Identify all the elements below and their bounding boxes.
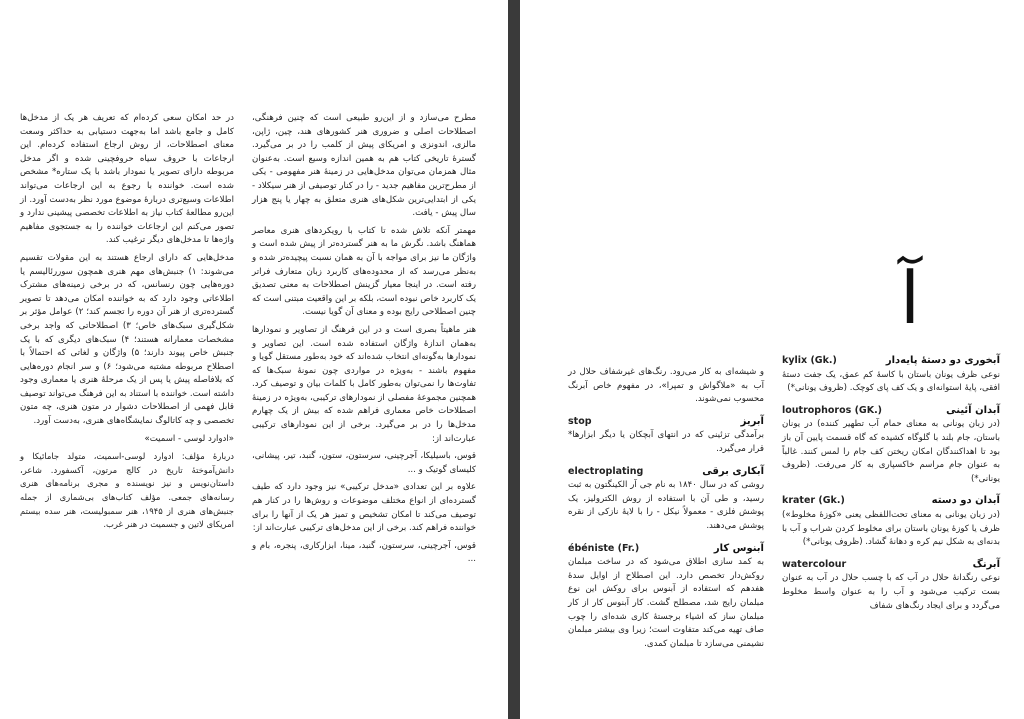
entry-heading bbox=[782, 404, 1000, 418]
paragraph: «ادوارد لوسی - اسمیت» bbox=[144, 433, 234, 444]
glossary-entry bbox=[568, 366, 764, 407]
entry-heading bbox=[568, 415, 764, 429]
paragraph: مطرح می‌سازد و از این‌رو طبیعی است که چنین فرهنگی، اصطلاحات اصلی و ضروری هنر کشورهای هند، چین، ژاپن، مالزی، اندونزی و امریکای پیش از کلمب را در بر می‌گیرد. گسترهٔ تاریخی کتاب هم به همین اندازه وسیع است. به‌عنوان مثال همزمان می‌توان مدخل‌هایی در زمینهٔ هنر مفهومی - یکی از مطرح‌ترین مفاهیم جدید - را در کنار توصیفی از هنر سیکلاد - یکی از ابتدایی‌ترین شکل‌های هنری متعلق به چهار یا پنج هزار سال پیش - یافت. bbox=[252, 113, 476, 219]
left-page-right-column bbox=[252, 112, 476, 571]
entry-latin-term: krater (Gk.) bbox=[782, 495, 845, 507]
entry-definition: (در زبان یونانی به معنای تحت‌اللفظی یعنی «کوزهٔ مخلوط») ظرف یا کوزهٔ یونان باستان برای مخلوط کردن شراب و آب با بدنه‌ای به شکل نیم کره و دهانهٔ گشاد. (ظروف یونانی*) bbox=[782, 509, 1000, 548]
entry-latin-term: ébéniste (Fr.) bbox=[568, 542, 640, 554]
entry-term: آبریز bbox=[740, 415, 764, 427]
entry-heading bbox=[568, 465, 764, 479]
glossary-entry bbox=[782, 558, 1000, 613]
entry-definition: نوعی ظرف یونان باستان با کاسهٔ کم عمق، یک جفت دستهٔ افقی، پایهٔ استوانه‌ای و یک کف پای کوچک. (ظروف یونانی*) bbox=[782, 369, 1000, 394]
entry-term: آبدان آئینی bbox=[946, 404, 1000, 416]
paragraph: مدخل‌هایی که دارای ارجاع هستند به این مقولات تقسیم می‌شوند: ۱) جنبش‌های مهم هنری همچون سوررئالیسم یا دوره‌هایی چون رنسانس، که در برخی زمینه‌های مشترک اطلاعاتی وجود دارد که به خواننده امکان می‌دهد تا تصویر گسترده‌تری از هنر آن دوره را تجسم کند؛ ۲) عوامل مؤثر بر شکل‌گیری سبک‌های خاص؛ ۳) اصطلاحاتی که واجد برخی مشخصات معمارانه هستند؛ ۴) سبک‌های دیگری که با یک جنبش خاص پیوند دارند؛ ۵) واژگان و لغاتی که احتمالاً با اصطلاح مربوطه مشتبه می‌شود؛ ۶) و سر انجام دوره‌هایی که بلافاصله پیش یا پس از یک مرحلهٔ هنری یا معماری وجود داشته است. خواننده با استناد به این فرهنگ می‌تواند توصیف قابل فهمی از اصطلاحات دشوار در متون هنری، چه متون تخصصی و چه کاتالوگ نمایشگاه‌های هنری، به‌دست آورد. bbox=[20, 252, 235, 427]
entry-latin-term: watercolour bbox=[782, 558, 847, 570]
glossary-entry bbox=[568, 465, 764, 534]
entry-heading bbox=[782, 494, 1000, 508]
glossary-entry bbox=[568, 542, 764, 652]
entry-heading bbox=[568, 542, 764, 556]
entry-definition: برآمدگی تزئینی که در انتهای آبچکان یا دیگر ابزارها* قرار می‌گیرد. bbox=[568, 430, 764, 454]
entry-definition: روشی که در سال ۱۸۴۰ به نام جی آر الکینگتون به ثبت رسید، و طی آن با استفاده از روش الکترولیز، یک پوشش فلزی - معمولاً نیکل - را با لایهٔ نازکی از نقره پوشش می‌دهند. bbox=[568, 480, 764, 531]
left-page-left-column bbox=[20, 112, 234, 536]
entry-heading bbox=[782, 354, 1000, 368]
entry-heading bbox=[782, 558, 1000, 572]
entry-definition: به کمد سازی اطلاق می‌شود که در ساخت مبلمان روکش‌دار تخصص دارد. این اصطلاح از اوایل سدهٔ هفدهم که استفاده از آبنوس برای روکش این نوع مبلمان رایج شد، مصطلح گشت. کار آبنوس کار از کار مبلمان ساز که اشیاء برجستهٔ کاری شده‌ای را چوب صاف تهیه می‌کند متفاوت است؛ زیرا وی بیشتر مبلمان نشیمنی می‌سازد تا مبلمان کمدی. bbox=[568, 557, 764, 649]
glossary-entry bbox=[782, 404, 1000, 487]
paragraph: علاوه بر این تعدادی «مدخل ترکیبی» نیز وجود دارد که طیف گسترده‌ای از انواع مختلف موضوعات و روش‌ها را در کنار هم توصیف می‌کند تا امکان تشخیص و تمیز هر یک از آنها را برای خواننده فراهم کند. برخی از این مدخل‌های ترکیبی عبارت‌اند از: bbox=[252, 482, 476, 534]
entry-term: آبدان دو دسته bbox=[931, 495, 1000, 507]
glossary-entry bbox=[568, 415, 764, 457]
entry-term: آبخوری دو دستهٔ پایه‌دار bbox=[885, 355, 1000, 366]
entry-latin-term: electroplating bbox=[568, 465, 644, 477]
entry-definition: نوعی رنگدانهٔ حلال در آب که با چسب حلال در آب به عنوان بست ترکیب می‌شود و آب را به عنوان واسط مخلوط می‌گردد و برای ایجاد رنگ‌های شفاف bbox=[782, 573, 1000, 611]
entry-latin-term: kylix (Gk.) bbox=[782, 355, 837, 366]
entry-term: آبنوس کار bbox=[713, 542, 764, 554]
section-letter: آ bbox=[900, 256, 921, 340]
right-page bbox=[520, 0, 1024, 719]
entry-term: آبرنگ bbox=[972, 558, 1000, 570]
paragraph: قوس، آجرچینی، سرستون، گنبد، مینا، ابزارکاری، پنجره، بام و ... bbox=[252, 540, 476, 565]
entry-latin-term: loutrophoros (GK.) bbox=[782, 404, 883, 416]
glossary-entry bbox=[782, 354, 1000, 396]
entry-latin-term: stop bbox=[568, 415, 592, 427]
right-page-left-column bbox=[568, 366, 764, 659]
entry-term: آبکاری برقی bbox=[702, 465, 764, 477]
paragraph: قوس، باسیلیکا، آجرچینی، سرستون، ستون، گنبد، تیر، پیشانی، کلیسای گوتیک و ... bbox=[252, 451, 476, 475]
entry-definition: و شیشه‌ای به کار می‌رود. رنگ‌های غیرشفاف حلال در آب به «ملاگواش و تمپرا»، در مفهوم خاص آبرنگ محسوب نمی‌شوند. bbox=[568, 367, 764, 405]
paragraph: مهمتر آنکه تلاش شده تا کتاب با رویکردهای هنری معاصر هماهنگ باشد. نگرش ما به هنر گسترده‌تر از پیش شده است و واژگان ما نیز برای مواجه با آن به همان نسبت پیچیده‌تر شده و به‌نظر می‌رسد که از محدوده‌های کاربرد زبان متعارف فراتر رفته است. در اینجا معیار گزینش اصطلاحات به معنی تصدیق یک کاربرد خاص نبوده است، بلکه بر این واقعیت مبتنی است که چنین اصطلاحی رایج بوده و معنای آن گویا نیست. bbox=[252, 225, 476, 318]
glossary-entry bbox=[782, 494, 1000, 549]
entry-definition: (در زبان یونانی به معنای حمام آب تطهیر کننده) در یونان باستان، جام بلند با گلوگاه کشیده که گاه قسمت پایین آن باز بود تا اهداکنندگان امکان ریختن کف جام را لمس کنند. غالباً به عنوان جام مراسم خاکسپاری به کار می‌رفت. (ظروف یونانی*) bbox=[782, 419, 1000, 484]
left-page bbox=[0, 0, 508, 719]
paragraph: دربارهٔ مؤلف: ادوارد لوسی-اسمیت، متولد جامائیکا و دانش‌آموختهٔ تاریخ در کالج مرتون، آکسفورد. شاعر، داستان‌نویس و نیز نویسنده و مجری برنامه‌های هنری رسانه‌های جمعی. مؤلف کتاب‌های بی‌شماری از جمله جنبش‌های هنری از ۱۹۴۵، هنر سمبولیست، هنر سده بیستم امریکای لاتین و جسمیت در هنر غرب. bbox=[20, 451, 234, 530]
paragraph: در حد امکان سعی کرده‌ام که تعریف هر یک از مدخل‌ها کامل و جامع باشد اما به‌جهت دستیابی به حداکثر وسعت معنای اصطلاحات، از روش ارجاع استفاده کرده‌ام. این ارجاعات با حروف سیاه حروفچینی شده و اگر مدخل مربوطه دارای تصویر یا نمودار باشد با یک ستاره* مشخص شده است. خواننده با رجوع به این ارجاعات می‌تواند اطلاعات وسیع‌تری دربارهٔ موضوع مورد نظر به‌دست آورد. از این‌رو مطالعهٔ کتاب نیاز به اطلاعات تخصصی پیشینی ندارد و تصور می‌کنم این ارجاعات خواننده را به جستجوی مفاهیم واژه‌ها تا مدخل‌های دیگر ترغیب کند. bbox=[20, 113, 234, 246]
paragraph: هنر ماهیتاً بصری است و در این فرهنگ از تصاویر و نمودارها به‌همان اندازهٔ واژگان استفاده شده است. این تصاویر و نمودارها به‌گونه‌ای انتخاب شده‌اند که خود به‌طور مستقل گویا و مفهوم باشند - به‌ویژه در مواردی چون نمونهٔ سبک‌ها که تفاوت‌ها را نمی‌توان به‌طور کامل با کلمات بیان و توصیف کرد. همچنین مجموعهٔ مفصلی از نمودارهای ترکیبی، به‌ویژه در زمینهٔ اصطلاحات خاص معماری فراهم شده که بیش از یک چهارم مدخل‌ها را در بر می‌گیرد. برخی از این نمودارهای ترکیبی عبارت‌اند از: bbox=[252, 324, 476, 444]
right-page-right-column bbox=[782, 354, 1000, 621]
